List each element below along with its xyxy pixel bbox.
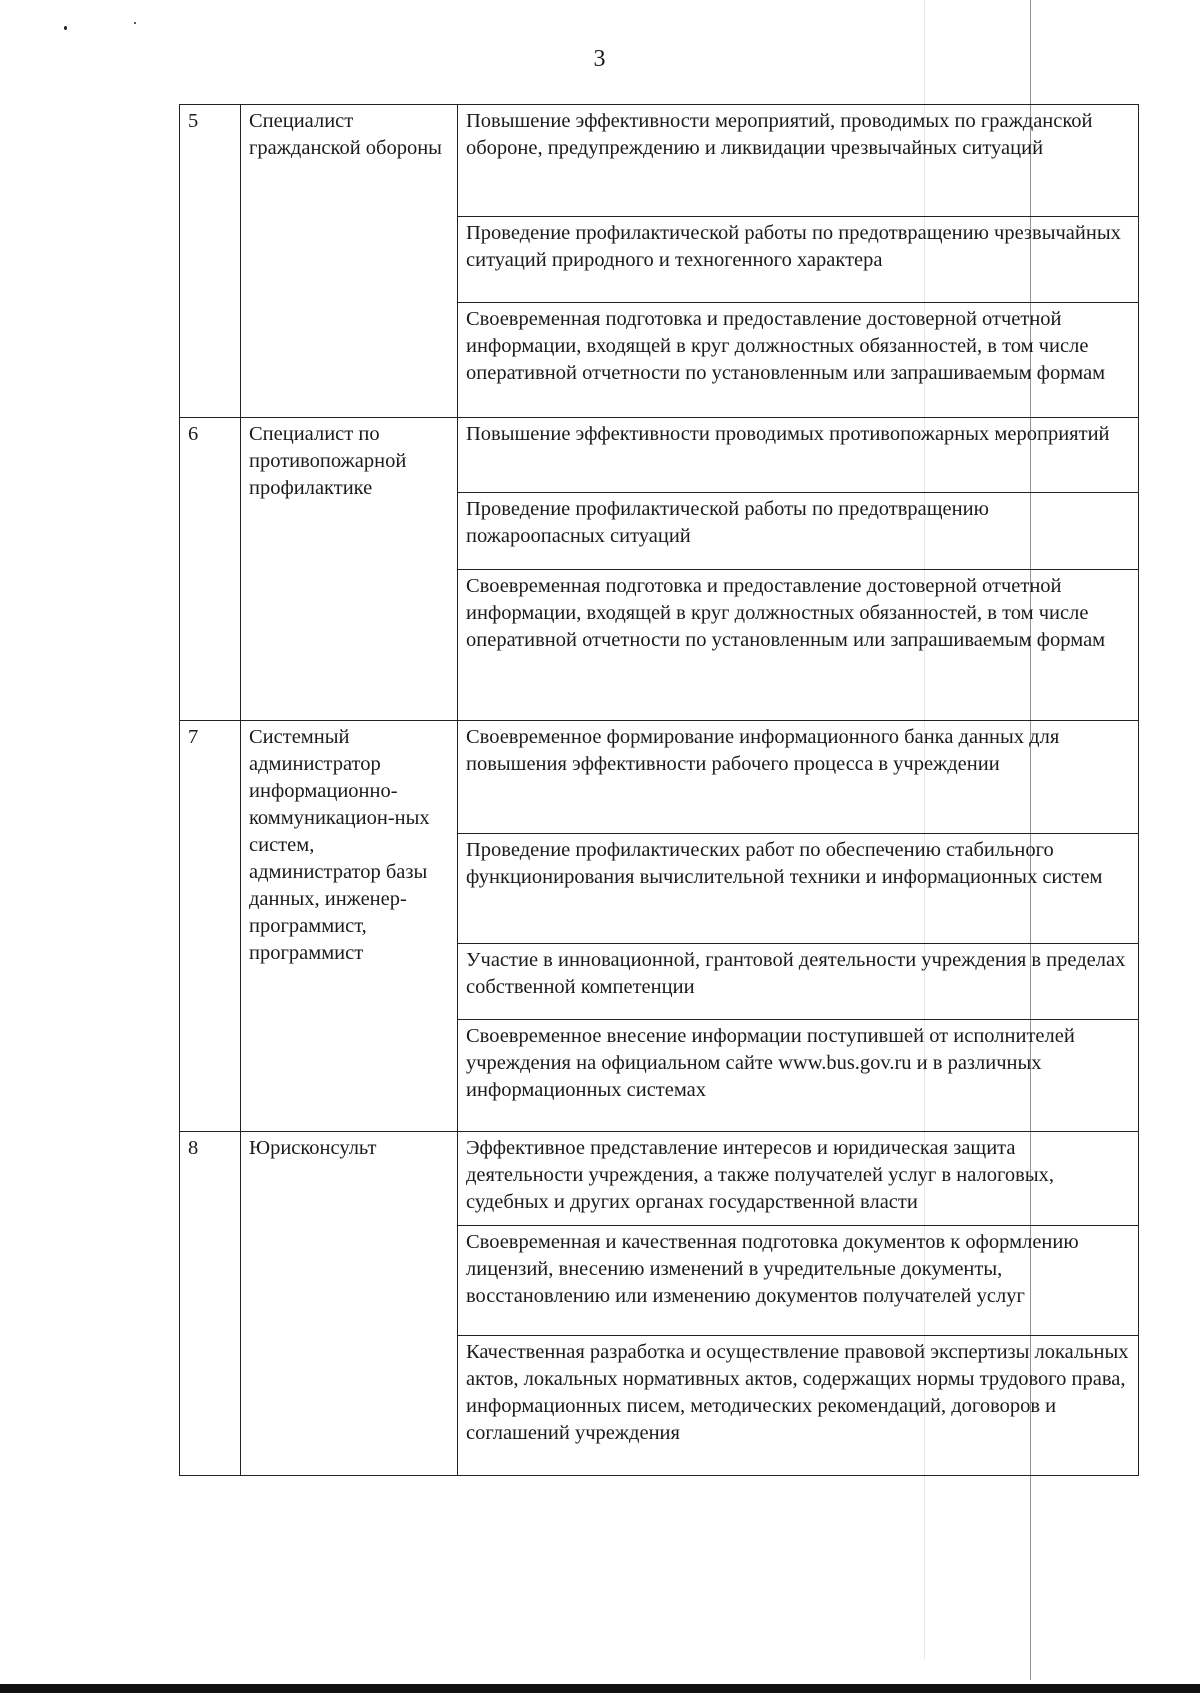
position-title: Специалист гражданской обороны: [241, 105, 458, 418]
duty-cell: Проведение профилактической работы по предотвращению чрезвычайных ситуаций природного и техногенного характера: [458, 217, 1139, 303]
row-number: 5: [180, 105, 241, 418]
table-row: [180, 105, 1139, 217]
scan-speck: [64, 26, 67, 30]
duty-cell: Своевременное внесение информации поступившей от исполнителей учреждения на официальном сайте www.bus.gov.ru и в различных информационных системах: [458, 1020, 1139, 1132]
duty-cell: Своевременная подготовка и предоставление достоверной отчетной информации, входящей в круг должностных обязанностей, в том числе оперативной отчетности по установленным или запрашиваемым формам: [458, 570, 1139, 721]
duty-cell: Повышение эффективности проводимых противопожарных мероприятий: [458, 418, 1139, 493]
duty-cell: Эффективное представление интересов и юридическая защита деятельности учреждения, а также получателей услуг в налоговых, судебных и других органах государственной власти: [458, 1132, 1139, 1226]
duty-cell: Проведение профилактических работ по обеспечению стабильного функционирования вычислительной техники и информационных систем: [458, 834, 1139, 944]
row-number: 8: [180, 1132, 241, 1476]
scan-border-bar: [0, 1684, 1200, 1693]
duty-cell: Проведение профилактической работы по предотвращению пожароопасных ситуаций: [458, 493, 1139, 570]
table-row: [180, 418, 1139, 493]
duty-cell: Участие в инновационной, грантовой деятельности учреждения в пределах собственной компетенции: [458, 944, 1139, 1020]
page-number: 3: [593, 46, 607, 72]
duty-cell: Качественная разработка и осуществление правовой экспертизы локальных актов, локальных нормативных актов, содержащих нормы трудового права, информационных писем, методических рекомендаций, договоров и соглашений учреждения: [458, 1336, 1139, 1476]
duty-cell: Своевременная подготовка и предоставление достоверной отчетной информации, входящей в круг должностных обязанностей, в том числе оперативной отчетности по установленным или запрашиваемым формам: [458, 303, 1139, 418]
table-row: [180, 1132, 1139, 1226]
position-title: Системный администратор информационно-коммуникацион-ных систем, администратор базы данных, инженер-программист, программист: [241, 721, 458, 1132]
duty-cell: Своевременное формирование информационного банка данных для повышения эффективности рабочего процесса в учреждении: [458, 721, 1139, 834]
scan-speck: [134, 22, 136, 24]
duties-table: [179, 104, 1139, 1476]
position-title: Специалист по противопожарной профилактике: [241, 418, 458, 721]
table-row: [180, 721, 1139, 834]
row-number: 7: [180, 721, 241, 1132]
row-number: 6: [180, 418, 241, 721]
duty-cell: Своевременная и качественная подготовка документов к оформлению лицензий, внесению изменений в учредительные документы, восстановлению или изменению документов получателей услуг: [458, 1226, 1139, 1336]
duty-cell: Повышение эффективности мероприятий, проводимых по гражданской обороне, предупреждению и ликвидации чрезвычайных ситуаций: [458, 105, 1139, 217]
position-title: Юрисконсульт: [241, 1132, 458, 1476]
